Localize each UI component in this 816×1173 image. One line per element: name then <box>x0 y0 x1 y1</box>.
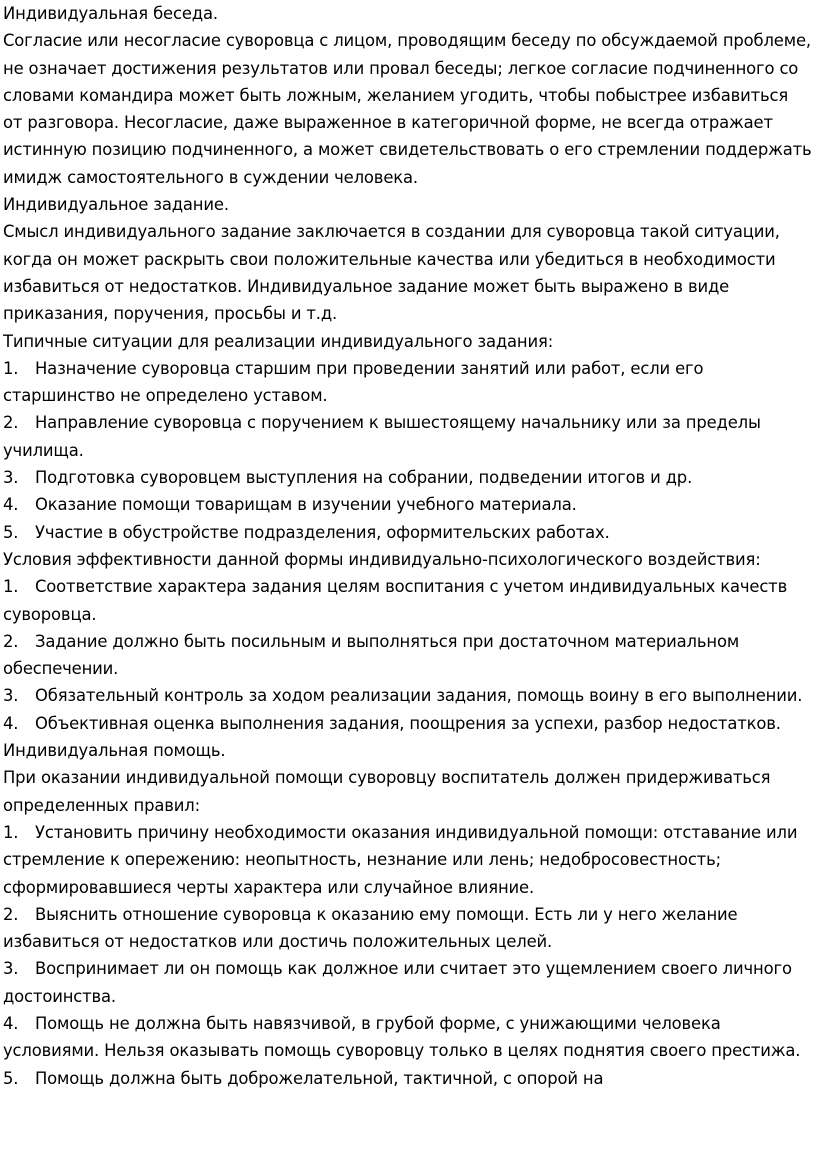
list-item <box>3 1065 812 1092</box>
list-item <box>3 901 812 956</box>
list-number: 1. <box>3 358 19 378</box>
list-item-text: Объективная оценка выполнения задания, поощрения за успехи, разбор недостатков. <box>35 713 781 733</box>
list-item <box>3 355 812 410</box>
list-number: 4. <box>3 1013 19 1033</box>
list-item <box>3 682 812 709</box>
list-number: 2. <box>3 631 19 651</box>
list-number: 3. <box>3 959 19 979</box>
list-help-rules <box>3 819 812 1092</box>
list-number: 1. <box>3 577 19 597</box>
list-item-text: Соответствие характера задания целям воспитания с учетом индивидуальных качеств суворовца. <box>3 577 788 624</box>
list-number: 5. <box>3 522 19 542</box>
list-item <box>3 491 812 518</box>
list-item-text: Воспринимает ли он помощь как должное или считает это ущемлением своего личного достоинства. <box>3 959 792 1006</box>
list-item <box>3 573 812 628</box>
list-item-text: Оказание помощи товарищам в изучении учебного материала. <box>35 495 577 515</box>
list-number: 3. <box>3 468 19 488</box>
list-item <box>3 519 812 546</box>
list-item-text: Помощь не должна быть навязчивой, в грубой форме, с унижающими человека условиями. Нельзя оказывать помощь суворовцу только в целях поднятия своего престижа. <box>3 1013 801 1061</box>
list-number: 2. <box>3 413 19 433</box>
list-number: 1. <box>3 822 19 842</box>
list-intro-help-rules: При оказании индивидуальной помощи суворовцу воспитатель должен придерживаться определенных правил: <box>3 768 771 815</box>
list-item <box>3 628 812 683</box>
list-item-text: Помощь должна быть доброжелательной, тактичной, с опорой на <box>35 1068 604 1088</box>
list-item <box>3 819 812 901</box>
section-heading-individual-help: Индивидуальная помощь. <box>3 741 226 761</box>
list-number: 5. <box>3 1068 19 1088</box>
paragraph-conversation: Согласие или несогласие суворовца с лицом, проводящим беседу по обсуждаемой проблеме, не означает достижения результатов или провал беседы; легкое согласие подчиненного со словами командира может быть ложным, желанием угодить, чтобы побыстрее избавиться от разговора. Несогласие, даже выраженное в категоричной форме, не всегда отражает истинную позицию подчиненного, а может свидетельствовать о его стремлении поддержать имидж самостоятельного в суждении человека. <box>3 31 812 187</box>
list-intro-typical-situations: Типичные ситуации для реализации индивидуального задания: <box>3 331 554 351</box>
list-intro-effectiveness-conditions: Условия эффективности данной формы индивидуально-психологического воздействия: <box>3 549 761 569</box>
list-item <box>3 710 812 737</box>
list-item-text: Направление суворовца с поручением к вышестоящему начальнику или за пределы училища. <box>3 413 761 460</box>
list-item-text: Назначение суворовца старшим при проведении занятий или работ, если его старшинство не определено уставом. <box>3 358 704 406</box>
list-number: 2. <box>3 904 19 924</box>
list-item <box>3 955 812 1010</box>
list-item-text: Установить причину необходимости оказания индивидуальной помощи: отставание или стремление к опережению: неопытность, незнание или лень; недобросовестность; сформировавшиеся черты характера или случайное влияние. <box>3 822 798 897</box>
paragraph-task: Смысл индивидуального задание заключается в создании для суворовца такой ситуации, когда он может раскрыть свои положительные качества или убедиться в необходимости избавиться от недостатков. Индивидуальное задание может быть выражено в виде приказания, поручения, просьбы и т.д. <box>3 222 780 324</box>
list-item-text: Подготовка суворовцем выступления на собрании, подведении итогов и др. <box>35 468 693 488</box>
list-effectiveness-conditions <box>3 573 812 737</box>
list-item <box>3 464 812 491</box>
list-item-text: Задание должно быть посильным и выполняться при достаточном материальном обеспечении. <box>3 631 740 679</box>
list-typical-situations <box>3 355 812 546</box>
list-item <box>3 1010 812 1065</box>
list-item-text: Обязательный контроль за ходом реализации задания, помощь воину в его выполнении. <box>35 686 803 706</box>
section-heading-individual-conversation: Индивидуальная беседа. <box>3 4 218 23</box>
list-number: 4. <box>3 495 19 515</box>
list-item-text: Выяснить отношение суворовца к оказанию ему помощи. Есть ли у него желание избавиться от недостатков или достичь положительных целей. <box>3 904 738 952</box>
list-number: 4. <box>3 713 19 733</box>
section-heading-individual-task: Индивидуальное задание. <box>3 195 229 215</box>
list-item-text: Участие в обустройстве подразделения, оформительских работах. <box>35 522 610 542</box>
list-number: 3. <box>3 686 19 706</box>
list-item <box>3 409 812 464</box>
